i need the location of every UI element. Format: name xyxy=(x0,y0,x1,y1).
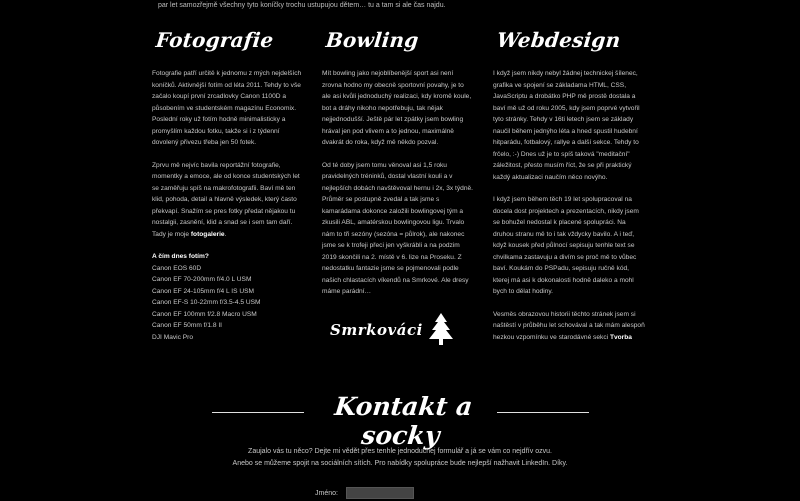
bowling-section xyxy=(322,28,474,309)
name-input[interactable] xyxy=(346,487,414,499)
webdesign-paragraph-2: I když jsem během těch 19 let spolupracoval na docela dost projektech a prezentacích, nikdy jsem se bohužel nedostal k placené spolupráci. Na druhou stranu mě to i tak vždycky bavilo. A i teď, když kousek před půlnocí sepisuju tenhle text se chvilkama zastavuju a divím se proč mě to vůbec baví. Koukám do PSPadu, sepisuju ručně kód, kterej má asi k dokonalosti hodně daleko a mohl bych to dělat hodiny. xyxy=(493,196,639,295)
photography-section xyxy=(152,28,304,343)
camera-gear-item: Canon EOS 60D xyxy=(152,264,202,272)
webdesign-paragraph-3 xyxy=(493,309,645,344)
webdesign-section xyxy=(493,28,645,354)
photo-gallery-link[interactable]: fotogalerie xyxy=(190,230,225,238)
contact-intro-line-1: Zaujalo vás tu něco? Dejte mi vědět přes tenhle jednoduchej formulář a já se vám co nejdřív ozvu. xyxy=(248,448,552,455)
camera-gear-title: A čím dnes fotím? xyxy=(152,253,209,260)
photography-paragraph-2-text: Zprvu mě nejvíc bavila reportážní fotografie, momentky a emoce, ale od konce studentských let se zaměřuju spíš na makrofotografii. Baví mě ten klid, pohoda, detail a hlavně výsledek, který často překvapí. Snažím se pres fotky předat nějakou tu nostalgii, zasnění, klid a snad se i sem tam daří. Tady je moje xyxy=(152,161,300,238)
camera-gear-list xyxy=(152,263,304,344)
photography-paragraph-2 xyxy=(152,160,304,241)
camera-gear-item: Canon EF 24-105mm f/4 L IS USM xyxy=(152,287,255,295)
tvorba-link[interactable]: Tvorba xyxy=(609,333,632,341)
bowling-heading: Bowling xyxy=(324,28,420,52)
contact-heading: Kontakt a socky xyxy=(333,392,474,450)
webdesign-paragraph-1: I když jsem nikdy nebyl žádnej technickej šílenec, grafika ve spojení se základama HTML, CSS, JavaScriptu a drobátko PHP mě prostě dostala a baví mě už od roku 2005, kdy jsem poprvé vytvořil tyto stránky. Tehdy v 16ti letech jsem se základy naučil během jednýho léta a hned spustil hudební hitparádu, fotbalový, rallye a další sekce. Tehdy to frčelo, :-) Dnes už je to spíš taková "meditační" záležitost, přesto musím říct, že se při praktický každý aktualizaci naučím něco novýho. xyxy=(493,70,640,181)
camera-gear-item: Canon EF-S 10-22mm f/3.5-4.5 USM xyxy=(152,299,261,306)
camera-gear-item: Canon EF 70-200mm f/4.0 L USM xyxy=(152,276,252,283)
camera-gear-item: DJI Mavic Pro xyxy=(152,333,194,341)
bowling-paragraph-1: Mít bowling jako nejoblíbenější sport asi není zrovna hodno my obecně sportovní povahy, je to ale asi kvůli jednoduchý realizaci, kdy kromě koule, bot a dráhy nikoho nepotřebuju, tak nějak nejjednodušší. Ještě pár let zpátky jsem bowling hrával jen pod vlivem a to jednou, maximálně dvakrát do roka, když mě někdo pozval. xyxy=(322,70,472,146)
contact-divider-right xyxy=(497,412,589,413)
contact-divider-left xyxy=(212,412,304,413)
contact-heading-block xyxy=(0,392,800,450)
photography-heading: Fotografie xyxy=(154,28,275,52)
smrkovaci-logo xyxy=(330,313,455,347)
webdesign-heading: Webdesign xyxy=(495,28,622,52)
contact-name-row xyxy=(315,487,414,499)
camera-gear-item: Canon EF 50mm f/1.8 II xyxy=(152,322,222,329)
smrkovaci-logo-text: Smrkováci xyxy=(330,321,423,339)
camera-gear-item: Canon EF 100mm f/2.8 Macro USM xyxy=(152,310,257,318)
webdesign-paragraph-3-text: Vesměs obrazovou historii těchto stránek jsem si naštěstí v průběhu let schovával a tak mám alespoň hezkou vzpomínku ve starodávné sekci xyxy=(493,310,645,341)
bowling-paragraph-2: Od té doby jsem tomu věnoval asi 1,5 roku pravidelných tréninků, dostal vlastní kouli a v nejlepších dobách navštěvoval hernu i 2x, 3x týdně. Průměr se postupně zvedal a tak jsme s kamarádama dokonce založili bowlingovej tým a zkusili ABL, amatérskou bowlingovou ligu. Trvalo nám to tři sezóny (sezóna = půlrok), ale nakonec jsme se k trofeji přeci jen vyškrábli a na podzim 2019 skončili na 2. místě v 6. lize na Proseku. Z nedostatku fantazie jsme se pojmenovali podle našich chlastacích víkendů na Smrkové. Ale dresy máme parádní… xyxy=(322,161,474,295)
photography-paragraph-2-end: . xyxy=(224,230,227,238)
intro-tail-text: par let samozřejmě všechny tyto koníčky trochu ustupujou dětem… tu a tam si ale čas najdu. xyxy=(158,2,446,9)
photography-paragraph-1: Fotografie patří určitě k jednomu z mých nejdelších koníčků. Aktivnější fotím od léta 2011. Tehdy to vše začalo koupí první zrcadlovky Canon 1100D a působením ve studentském magazínu Economix. Poslední roky už fotím hodně minimalisticky a promyšlím každou fotku, takže si i z týdenní dovolený přivezu třeba jen 50 fotek. xyxy=(152,70,302,146)
contact-intro-line-2: Anebo se můžeme spojit na sociálních sítích. Pro nabídky spolupráce bude nejlepší nažhavit LinkedIn. Díky. xyxy=(232,460,568,467)
name-label: Jméno: xyxy=(315,489,338,497)
pine-tree-icon xyxy=(427,313,455,347)
